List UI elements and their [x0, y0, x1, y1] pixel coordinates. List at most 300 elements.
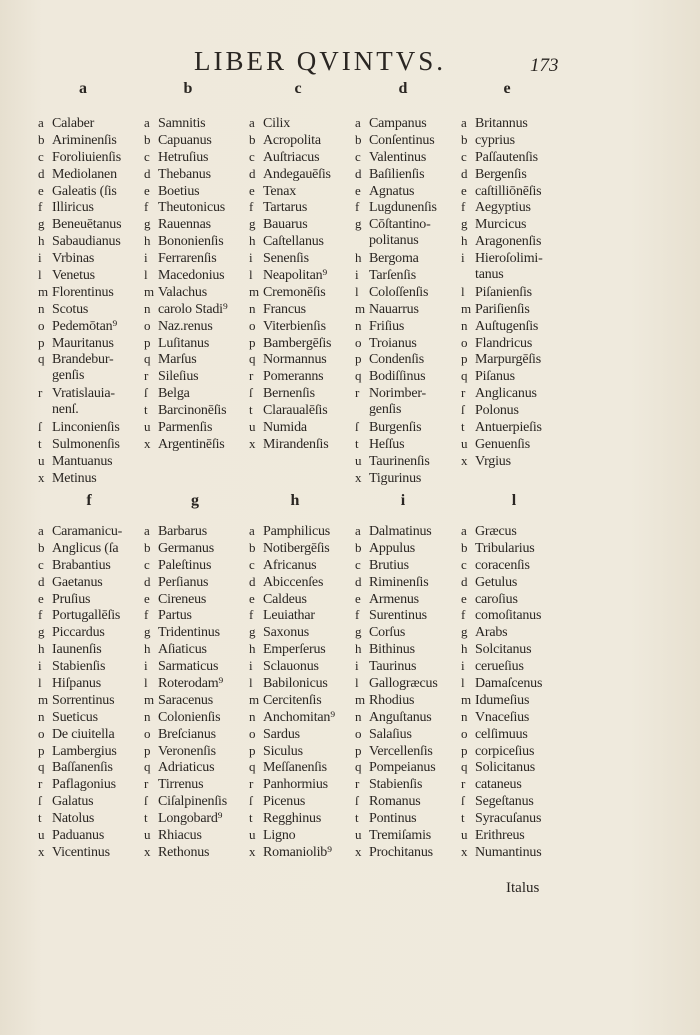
- item-name: Breſcianus: [158, 726, 216, 742]
- list-item: [355, 641, 438, 658]
- item-name: Senenſis: [263, 251, 309, 267]
- item-name: Boetius: [158, 183, 200, 199]
- item-name: Rhodius: [369, 692, 415, 708]
- list-item: [144, 436, 228, 453]
- list-item: [461, 793, 542, 810]
- item-key: f: [144, 199, 149, 215]
- item-key: f: [461, 607, 466, 623]
- item-name: Valachus: [158, 284, 207, 300]
- list-item: [461, 166, 543, 183]
- item-name: Francus: [263, 301, 306, 317]
- item-key: l: [355, 283, 359, 299]
- list-item: [38, 793, 122, 810]
- list-item: [249, 793, 335, 810]
- item-name: Paleſtinus: [158, 557, 212, 573]
- item-name: Bergenſis: [475, 166, 527, 182]
- list-item: [355, 557, 438, 574]
- item-name: Salaſius: [369, 726, 412, 742]
- item-key: a: [38, 523, 44, 538]
- item-name: Baſilienſis: [369, 166, 425, 182]
- item-name: Baſſanenſis: [52, 760, 113, 776]
- list-item: [38, 624, 122, 641]
- column-letter: e: [503, 80, 511, 97]
- item-key: l: [461, 283, 465, 299]
- column-letter: g: [191, 492, 199, 509]
- item-name: Romanus: [369, 794, 421, 810]
- item-name: Numida: [263, 420, 307, 436]
- list-item: [355, 166, 437, 183]
- item-key: p: [355, 351, 362, 367]
- item-name: Heſſus: [369, 436, 405, 452]
- list-item: [461, 523, 542, 540]
- item-key: i: [461, 658, 465, 674]
- item-name: Meſſanenſis: [263, 760, 327, 776]
- list-item: [144, 591, 227, 608]
- item-key: q: [461, 368, 468, 384]
- list-item: [461, 540, 542, 557]
- item-name: Bernenſis: [263, 386, 315, 402]
- item-key: q: [38, 759, 45, 775]
- list-item: [249, 368, 331, 385]
- item-key: b: [38, 539, 45, 555]
- list-item: [461, 827, 542, 844]
- column-letter: f: [86, 492, 92, 509]
- item-key: m: [38, 691, 49, 707]
- item-key: d: [38, 165, 45, 181]
- item-name: Barcinonēſis: [158, 403, 227, 419]
- list-item: [355, 591, 438, 608]
- item-name: Stabienſis: [369, 777, 423, 793]
- list-item: [38, 301, 121, 318]
- item-name: Leuiathar: [263, 608, 315, 624]
- list-item: [144, 523, 227, 540]
- item-name: Saxonus: [263, 625, 310, 641]
- item-name: De ciuitella: [52, 726, 115, 742]
- list-item: [144, 675, 227, 692]
- item-key: u: [144, 419, 151, 435]
- item-name: Tarſenſis: [369, 268, 416, 284]
- item-name: Longobard⁹: [158, 811, 223, 827]
- item-key: g: [38, 624, 45, 640]
- list-item: [38, 284, 121, 301]
- list-item: [38, 351, 121, 368]
- list-item: [249, 351, 331, 368]
- item-key: i: [249, 658, 253, 674]
- item-name: Piſanus: [475, 369, 515, 385]
- list-item: [355, 624, 438, 641]
- name-column: [249, 523, 335, 861]
- item-name: Pariſienſis: [475, 301, 530, 317]
- item-key: h: [355, 250, 362, 266]
- item-key: m: [249, 691, 260, 707]
- list-item: [461, 318, 543, 335]
- list-item: [38, 709, 122, 726]
- list-item: [249, 810, 335, 827]
- list-item: [461, 368, 543, 385]
- item-key: n: [461, 708, 468, 724]
- item-key: u: [355, 827, 362, 843]
- item-key: a: [144, 523, 150, 538]
- item-key: ſ: [249, 385, 253, 401]
- item-key: r: [355, 776, 360, 792]
- item-key: f: [144, 607, 149, 623]
- item-name: Scotus: [52, 301, 89, 317]
- item-key: r: [249, 776, 254, 792]
- list-item: [355, 284, 437, 301]
- list-item: [355, 301, 437, 318]
- item-name: Notibergēſis: [263, 540, 330, 556]
- item-name: Venetus: [52, 268, 95, 284]
- list-item: [38, 658, 122, 675]
- item-name: corpiceſius: [475, 743, 535, 759]
- list-item: [355, 216, 437, 233]
- item-name: Saracenus: [158, 692, 213, 708]
- item-name: Auſtriacus: [263, 149, 320, 165]
- item-name: Gaetanus: [52, 574, 103, 590]
- item-name: Sclauonus: [263, 659, 319, 675]
- item-name: Polonus: [475, 403, 519, 419]
- list-item: [249, 436, 331, 453]
- item-key: t: [38, 435, 42, 451]
- name-column: [355, 523, 438, 861]
- item-key: a: [144, 115, 150, 130]
- list-item: [38, 759, 122, 776]
- list-item: [355, 759, 438, 776]
- catchword: Italus: [506, 880, 540, 896]
- item-name: Florentinus: [52, 284, 114, 300]
- list-item: [461, 115, 543, 132]
- item-key: t: [355, 810, 359, 826]
- list-item: [249, 624, 335, 641]
- list-item: [355, 233, 437, 250]
- item-name: Colonienſis: [158, 709, 221, 725]
- item-name: Arabs: [475, 625, 508, 641]
- item-key: ſ: [144, 385, 148, 401]
- list-item: [461, 557, 542, 574]
- item-name: Surentinus: [369, 608, 427, 624]
- item-name: Sardus: [263, 726, 300, 742]
- item-name: Hieroſolimi-: [475, 251, 543, 267]
- item-key: l: [461, 675, 465, 691]
- list-item: [144, 743, 227, 760]
- list-item: [38, 641, 122, 658]
- list-item: [38, 250, 121, 267]
- name-column: [461, 115, 543, 470]
- item-key: p: [249, 742, 256, 758]
- item-key: i: [249, 250, 253, 266]
- item-key: x: [144, 843, 151, 859]
- item-key: o: [355, 725, 362, 741]
- item-key: b: [38, 131, 45, 147]
- item-name: Anchomitan⁹: [263, 709, 335, 725]
- item-name: Sueticus: [52, 709, 98, 725]
- list-item: [461, 419, 543, 436]
- item-key: t: [355, 435, 359, 451]
- list-item: [355, 810, 438, 827]
- item-name: Pruſius: [52, 591, 91, 607]
- list-item: [38, 557, 122, 574]
- item-key: p: [38, 742, 45, 758]
- item-key: p: [461, 742, 468, 758]
- item-key: x: [144, 435, 151, 451]
- list-item: [38, 726, 122, 743]
- list-item: [461, 132, 543, 149]
- list-item: [38, 132, 121, 149]
- item-key: n: [249, 300, 256, 316]
- item-key: e: [461, 182, 467, 198]
- item-name: Tigurinus: [369, 470, 422, 486]
- list-item: [144, 726, 227, 743]
- list-item: [355, 419, 437, 436]
- list-item: [461, 335, 543, 352]
- list-item: [461, 591, 542, 608]
- item-key: r: [144, 368, 149, 384]
- item-name: Cōſtantino-: [369, 217, 431, 233]
- item-key: b: [144, 539, 151, 555]
- list-item: [38, 827, 122, 844]
- item-key: h: [461, 641, 468, 657]
- item-key: t: [461, 810, 465, 826]
- item-key: l: [144, 267, 148, 283]
- item-key: c: [249, 148, 255, 164]
- list-item: [355, 827, 438, 844]
- item-key: e: [249, 590, 255, 606]
- item-name: Agnatus: [369, 183, 415, 199]
- item-key: i: [144, 250, 148, 266]
- item-key: a: [249, 523, 255, 538]
- item-name: Illiricus: [52, 200, 94, 216]
- item-name: Lugdunenſis: [369, 200, 437, 216]
- item-key: n: [144, 708, 151, 724]
- list-item: [461, 624, 542, 641]
- list-item: [144, 624, 227, 641]
- list-item: [38, 436, 121, 453]
- item-name: Linconienſis: [52, 420, 120, 436]
- item-key: p: [144, 334, 151, 350]
- item-key: b: [355, 539, 362, 555]
- item-key: r: [38, 776, 43, 792]
- item-key: n: [144, 300, 151, 316]
- item-name: Galeatis (ſis: [52, 183, 117, 199]
- item-name: Bambergēſis: [263, 335, 332, 351]
- item-key: l: [38, 675, 42, 691]
- list-item: [38, 523, 122, 540]
- item-key: r: [144, 776, 149, 792]
- item-key: h: [38, 641, 45, 657]
- list-item: [355, 743, 438, 760]
- name-column: [38, 115, 121, 487]
- list-item: [355, 335, 437, 352]
- item-name: Cireneus: [158, 591, 207, 607]
- list-item: [249, 641, 335, 658]
- item-name: Idumeſius: [475, 692, 530, 708]
- list-item: [355, 368, 437, 385]
- list-item: [355, 183, 437, 200]
- item-name: Rauennas: [158, 217, 211, 233]
- item-name: Sabaudianus: [52, 234, 121, 250]
- list-item: [249, 132, 331, 149]
- item-key: m: [355, 300, 366, 316]
- item-key: o: [461, 725, 468, 741]
- item-name: Condenſis: [369, 352, 424, 368]
- item-name: comoſitanus: [475, 608, 542, 624]
- item-name: Marpurgēſis: [475, 352, 541, 368]
- list-item: [249, 759, 335, 776]
- name-column: [38, 523, 122, 861]
- item-key: n: [461, 317, 468, 333]
- list-item: [249, 557, 335, 574]
- item-key: a: [461, 115, 467, 130]
- item-name: Veronenſis: [158, 743, 216, 759]
- item-key: ſ: [38, 419, 42, 435]
- item-name: Norimber-: [369, 386, 427, 402]
- item-name: Marſus: [158, 352, 197, 368]
- list-item: [144, 267, 228, 284]
- item-key: g: [249, 216, 256, 232]
- item-key: o: [249, 317, 256, 333]
- list-item: [355, 351, 437, 368]
- list-item: [355, 540, 438, 557]
- item-name: Mauritanus: [52, 335, 114, 351]
- item-key: a: [461, 523, 467, 538]
- item-key: c: [144, 148, 150, 164]
- item-key: p: [461, 351, 468, 367]
- item-key: o: [461, 334, 468, 350]
- item-name: Tenax: [263, 183, 297, 199]
- item-name: Pamphilicus: [263, 524, 331, 539]
- list-item: [249, 267, 331, 284]
- item-name: Getulus: [475, 574, 518, 590]
- list-item: [249, 743, 335, 760]
- item-name: Rhiacus: [158, 828, 202, 844]
- item-name: Cilix: [263, 116, 291, 131]
- item-key: g: [355, 216, 362, 232]
- list-item: [249, 540, 335, 557]
- item-key: h: [249, 233, 256, 249]
- list-item: [144, 216, 228, 233]
- item-key: a: [38, 115, 44, 130]
- list-item: [461, 199, 543, 216]
- item-name: cataneus: [475, 777, 522, 793]
- item-name: Vnaceſius: [475, 709, 530, 725]
- list-item: [461, 607, 542, 624]
- item-name: Tartarus: [263, 200, 308, 216]
- list-item: [38, 591, 122, 608]
- list-item: [144, 692, 227, 709]
- item-key: c: [355, 148, 361, 164]
- list-item: [461, 776, 542, 793]
- list-item: [461, 436, 543, 453]
- list-item: [249, 301, 331, 318]
- list-item: [144, 233, 228, 250]
- item-key: n: [249, 708, 256, 724]
- item-name: genſis: [52, 368, 85, 384]
- item-key: r: [249, 368, 254, 384]
- item-name: Paflagonius: [52, 777, 116, 793]
- item-key: b: [461, 131, 468, 147]
- item-key: x: [355, 843, 362, 859]
- list-item: [144, 776, 227, 793]
- item-key: l: [144, 675, 148, 691]
- item-name: Vercellenſis: [369, 743, 433, 759]
- item-key: i: [144, 658, 148, 674]
- item-name: Mediolanen: [52, 166, 117, 182]
- list-item: [38, 810, 122, 827]
- item-key: i: [38, 658, 42, 674]
- item-name: Capuanus: [158, 132, 212, 148]
- item-name: Bithinus: [369, 642, 415, 658]
- item-name: Adriaticus: [158, 760, 215, 776]
- item-name: Regghinus: [263, 811, 322, 827]
- list-item: [38, 402, 121, 419]
- item-name: Piccardus: [52, 625, 105, 641]
- item-name: Segeſtanus: [475, 794, 534, 810]
- list-item: [249, 216, 331, 233]
- list-item: [355, 199, 437, 216]
- list-item: [249, 385, 331, 402]
- list-item: [38, 368, 121, 385]
- item-name: Samnitis: [158, 116, 206, 131]
- list-item: [355, 776, 438, 793]
- list-item: [144, 250, 228, 267]
- item-name: Ciſalpinenſis: [158, 794, 227, 810]
- item-key: i: [38, 250, 42, 266]
- item-name: Corſus: [369, 625, 406, 641]
- list-item: [144, 284, 228, 301]
- list-item: [144, 540, 227, 557]
- item-name: nenſ.: [52, 402, 79, 418]
- item-name: Bodiſſinus: [369, 369, 426, 385]
- list-item: [355, 726, 438, 743]
- item-key: h: [249, 641, 256, 657]
- item-name: Sarmaticus: [158, 659, 219, 675]
- item-key: m: [355, 691, 366, 707]
- item-name: tanus: [475, 267, 504, 283]
- item-key: ſ: [38, 793, 42, 809]
- list-item: [144, 132, 228, 149]
- list-item: [461, 385, 543, 402]
- item-name: Argentinēſis: [158, 436, 225, 452]
- item-key: u: [249, 419, 256, 435]
- item-name: Luſitanus: [158, 335, 210, 351]
- item-key: l: [249, 675, 253, 691]
- list-item: [355, 658, 438, 675]
- item-name: Naz.renus: [158, 318, 213, 334]
- item-name: Ariminenſis: [52, 132, 117, 148]
- item-key: ſ: [461, 793, 465, 809]
- item-name: Stabienſis: [52, 659, 106, 675]
- item-name: Flandricus: [475, 335, 533, 351]
- item-name: Aragonenſis: [475, 234, 542, 250]
- item-name: Thebanus: [158, 166, 211, 182]
- list-item: [355, 692, 438, 709]
- list-item: [38, 115, 121, 132]
- list-item: [355, 149, 437, 166]
- list-item: [38, 470, 121, 487]
- item-key: n: [355, 708, 362, 724]
- item-name: Natolus: [52, 811, 95, 827]
- item-key: q: [144, 351, 151, 367]
- item-name: Calaber: [52, 116, 95, 131]
- list-item: [249, 827, 335, 844]
- item-name: Friſius: [369, 318, 405, 334]
- item-name: Taurinus: [369, 659, 417, 675]
- list-item: [249, 166, 331, 183]
- item-name: Viterbienſis: [263, 318, 326, 334]
- item-key: o: [38, 317, 45, 333]
- item-key: e: [355, 182, 361, 198]
- item-name: Roterodam⁹: [158, 676, 224, 692]
